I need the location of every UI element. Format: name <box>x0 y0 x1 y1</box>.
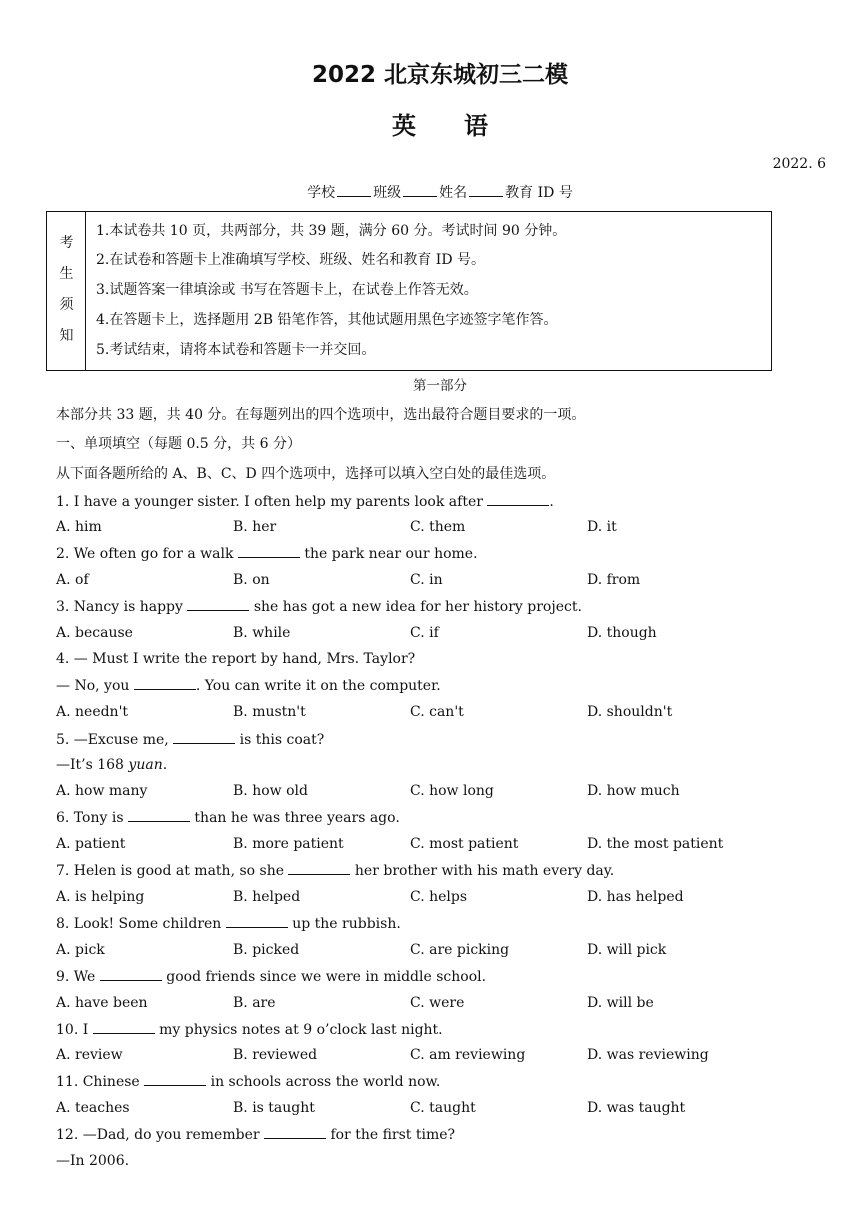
stem-text: is this coat? <box>235 732 325 748</box>
stem-text: 1. I have a younger sister. I often help my parents look after <box>56 494 488 510</box>
question-stem <box>56 915 401 932</box>
stem-text-italic: yuan <box>128 757 163 773</box>
stem-text: her brother with his math every day. <box>350 863 615 879</box>
name-label: 姓名 <box>439 185 468 201</box>
answer-blank <box>288 862 350 875</box>
answer-blank <box>100 968 162 981</box>
option-d[interactable]: D. shouldn't <box>587 704 673 720</box>
option-a[interactable]: A. him <box>56 519 102 535</box>
question-stem-line2: —In 2006. <box>56 1153 130 1169</box>
option-a[interactable]: A. patient <box>56 836 126 852</box>
question-stem <box>56 1073 440 1090</box>
answer-blank <box>226 915 288 928</box>
question-stem <box>56 1021 443 1038</box>
student-info-line <box>0 182 868 202</box>
option-d[interactable]: D. how much <box>587 783 680 799</box>
answer-blank <box>238 545 300 558</box>
question-stem <box>56 598 582 615</box>
option-c[interactable]: C. were <box>410 995 465 1011</box>
exam-notice-box <box>46 211 772 371</box>
option-c[interactable]: C. them <box>410 519 466 535</box>
question-stem-line2 <box>56 677 441 694</box>
option-a[interactable]: A. of <box>56 572 89 588</box>
option-d[interactable]: D. from <box>587 572 641 588</box>
stem-text: the park near our home. <box>299 546 478 562</box>
stem-text: 11. Chinese <box>56 1074 145 1090</box>
stem-text: 9. We <box>56 969 100 985</box>
answer-blank <box>144 1073 206 1086</box>
answer-blank <box>134 677 196 690</box>
option-d[interactable]: D. will pick <box>587 942 667 958</box>
answer-blank <box>93 1021 155 1034</box>
stem-text: 6. Tony is <box>56 810 128 826</box>
option-c[interactable]: C. most patient <box>410 836 519 852</box>
notice-item: 4.在答题卡上，选择题用 2B 铅笔作答，其他试题用黑色字迹签字笔作答。 <box>96 312 558 328</box>
option-c[interactable]: C. can't <box>410 704 464 720</box>
stem-text: . You can write it on the computer. <box>195 678 441 694</box>
answer-blank <box>187 598 249 611</box>
part-intro: 本部分共 33 题，共 40 分。在每题列出的四个选项中，选出最符合题目要求的一项。 <box>56 407 586 423</box>
question-stem <box>56 862 614 879</box>
option-b[interactable]: B. is taught <box>233 1100 315 1116</box>
option-b[interactable]: B. while <box>233 625 291 641</box>
option-c[interactable]: C. in <box>410 572 443 588</box>
option-c[interactable]: C. helps <box>410 889 468 905</box>
stem-text: 2. We often go for a walk <box>56 546 238 562</box>
answer-blank <box>487 493 549 506</box>
class-label: 班级 <box>373 185 402 201</box>
option-c[interactable]: C. taught <box>410 1100 476 1116</box>
question-stem <box>56 1126 455 1143</box>
stem-text: in schools across the world now. <box>206 1074 441 1090</box>
option-a[interactable]: A. teaches <box>56 1100 130 1116</box>
option-a[interactable]: A. review <box>56 1047 123 1063</box>
option-a[interactable]: A. is helping <box>56 889 145 905</box>
option-d[interactable]: D. has helped <box>587 889 684 905</box>
stem-text: 5. —Excuse me, <box>56 732 174 748</box>
answer-blank <box>264 1126 326 1139</box>
notice-label-char: 知 <box>59 328 74 344</box>
stem-text: —It’s 168 <box>56 757 129 773</box>
option-d[interactable]: D. the most patient <box>587 836 724 852</box>
stem-text: . <box>162 757 168 773</box>
notice-item: 2.在试卷和答题卡上准确填写学校、班级、姓名和教育 ID 号。 <box>96 252 486 268</box>
id-label: 教育 ID 号 <box>505 185 573 201</box>
answer-blank <box>173 731 235 744</box>
stem-text: for the first time? <box>326 1127 456 1143</box>
subject-title <box>0 106 868 141</box>
notice-label-char: 考 <box>59 235 74 251</box>
option-a[interactable]: A. pick <box>56 942 105 958</box>
subject-char: 语 <box>464 112 488 140</box>
option-d[interactable]: D. will be <box>587 995 654 1011</box>
stem-text: my physics notes at 9 o’clock last night. <box>154 1022 443 1038</box>
question-stem-line2 <box>56 757 167 773</box>
option-d[interactable]: D. was taught <box>587 1100 686 1116</box>
school-blank[interactable] <box>337 184 371 197</box>
question-stem <box>56 809 400 826</box>
answer-blank <box>128 809 190 822</box>
name-blank[interactable] <box>469 184 503 197</box>
option-b[interactable]: B. helped <box>233 889 301 905</box>
question-stem <box>56 968 486 985</box>
notice-item: 5.考试结束，请将本试卷和答题卡一并交回。 <box>96 342 376 358</box>
option-d[interactable]: D. it <box>587 519 617 535</box>
option-c[interactable]: C. how long <box>410 783 494 799</box>
notice-label-char: 生 <box>59 266 74 282</box>
option-b[interactable]: B. mustn't <box>233 704 306 720</box>
notice-label-column <box>47 212 86 370</box>
stem-text: — No, you <box>56 678 134 694</box>
option-b[interactable]: B. reviewed <box>233 1047 318 1063</box>
option-b[interactable]: B. are <box>233 995 276 1011</box>
option-b[interactable]: B. picked <box>233 942 300 958</box>
option-b[interactable]: B. how old <box>233 783 308 799</box>
stem-text: good friends since we were in middle school. <box>161 969 487 985</box>
option-c[interactable]: C. are picking <box>410 942 510 958</box>
class-blank[interactable] <box>403 184 437 197</box>
part-title: 第一部分 <box>413 378 467 394</box>
option-c[interactable]: C. am reviewing <box>410 1047 526 1063</box>
stem-text: up the rubbish. <box>287 916 401 932</box>
notice-item: 1.本试卷共 10 页，共两部分，共 39 题，满分 60 分。考试时间 90 分钟。 <box>96 223 567 239</box>
option-a[interactable]: A. have been <box>56 995 148 1011</box>
option-b[interactable]: B. more patient <box>233 836 344 852</box>
school-label: 学校 <box>307 185 336 201</box>
option-d[interactable]: D. though <box>587 625 657 641</box>
question-stem <box>56 731 324 748</box>
question-stem <box>56 493 554 510</box>
option-a[interactable]: A. needn't <box>56 704 129 720</box>
notice-label-char: 须 <box>59 297 74 313</box>
subject-char: 英 <box>392 112 416 140</box>
option-b[interactable]: B. her <box>233 519 277 535</box>
stem-text: 3. Nancy is happy <box>56 599 188 615</box>
exam-title: 2022 北京东城初三二模 <box>311 62 569 88</box>
stem-text: 10. I <box>56 1022 93 1038</box>
stem-text: 8. Look! Some children <box>56 916 226 932</box>
option-b[interactable]: B. on <box>233 572 270 588</box>
exam-date: 2022. 6 <box>772 156 826 172</box>
section-heading: 一、单项填空（每题 0.5 分，共 6 分） <box>56 436 301 452</box>
question-stem: 4. — Must I write the report by hand, Mrs. Taylor? <box>56 651 416 667</box>
option-a[interactable]: A. how many <box>56 783 148 799</box>
stem-text: . <box>549 494 554 510</box>
question-stem <box>56 545 478 562</box>
section-instruction: 从下面各题所给的 A、B、C、D 四个选项中，选择可以填入空白处的最佳选项。 <box>56 466 556 482</box>
notice-item: 3.试题答案一律填涂或 书写在答题卡上，在试卷上作答无效。 <box>96 282 478 298</box>
option-d[interactable]: D. was reviewing <box>587 1047 709 1063</box>
stem-text: she has got a new idea for her history project. <box>249 599 582 615</box>
stem-text: 7. Helen is good at math, so she <box>56 863 289 879</box>
stem-text: 12. —Dad, do you remember <box>56 1127 264 1143</box>
option-a[interactable]: A. because <box>56 625 133 641</box>
option-c[interactable]: C. if <box>410 625 439 641</box>
stem-text: than he was three years ago. <box>189 810 400 826</box>
